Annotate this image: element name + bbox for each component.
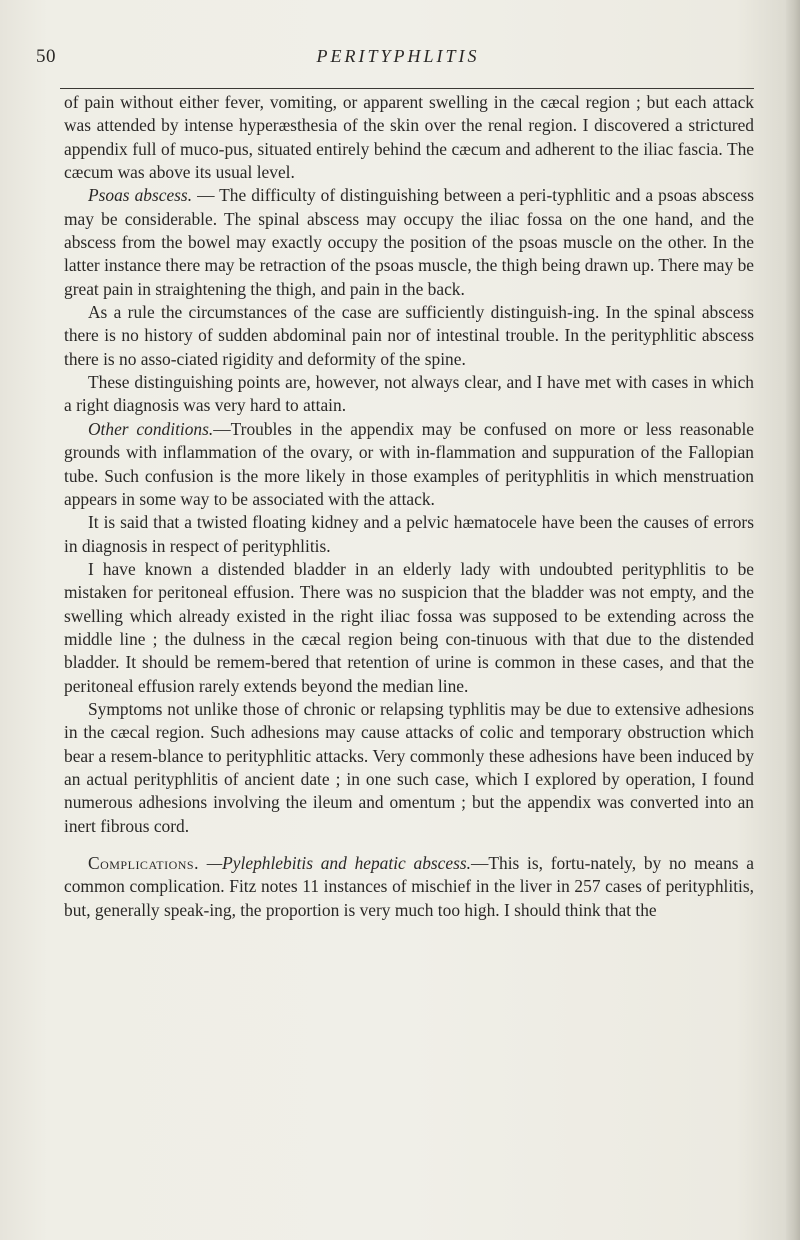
page-header — [36, 46, 760, 80]
paragraph-text: As a rule the circumstances of the case are sufficiently distinguish-ing. In the spinal abscess there is no history of sudden abdominal pain nor of intestinal trouble. In the perityphlitic abscess there is no asso-ciated rigidity and deformity of the spine. — [64, 302, 754, 369]
paragraph — [64, 511, 754, 558]
paragraph-text: —This is, fortu-nately, by no means a common complication. Fitz notes 11 instances of mischief in the liver in 257 cases of perityphlitis, but, generally speak-ing, the proportion is very much too high. I should think that the — [64, 853, 755, 920]
running-head: PERITYPHLITIS — [316, 46, 480, 66]
paragraph-continued — [64, 91, 754, 184]
paragraph-text: of pain without either fever, vomiting, or apparent swelling in the cæcal region ; but each attack was attended by intense hyperæsthesia of the skin over the renal region. I discovered a strictured appendix full of muco-pus, situated entirely behind the cæcum and adherent to the iliac fascia. The cæcum was above its usual level. — [64, 92, 754, 183]
section-heading-smallcaps: Complications. — [88, 853, 199, 873]
paragraph-text: Symptoms not unlike those of chronic or relapsing typhlitis may be due to extensive adhesions in the cæcal region. Such adhesions may cause attacks of colic and temporary obstruction which bear a resem-blance to perityphlitic attacks. Very commonly these adhesions have been induced by an actual perityphlitis of ancient date ; in one such case, which I explored by operation, I found numerous adhesions involving the ileum and omentum ; but the appendix was converted into an inert fibrous cord. — [64, 698, 754, 836]
paragraph-text: —Troubles in the appendix may be confused on more or less reasonable grounds with inflammation of the ovary, or with in-flammation and suppuration of the Fallopian tube. Such confusion is the more likely in those examples of perityphlitis in which menstruation appears in some way to be associated with the attack. — [64, 418, 754, 509]
paragraph — [64, 558, 754, 698]
body-text — [64, 91, 754, 922]
paragraph-text: I have known a distended bladder in an elderly lady with undoubted perityphlitis to be mistaken for peritoneal effusion. There was no suspicion that the bladder was not empty, and the swelling which already existed in the right iliac fossa was supposed to be extending across the middle line ; the dulness in the cæcal region being con-tinuous with that due to the distended bladder. It should be remem-bered that retention of urine is common in these cases, and that the peritoneal effusion rarely extends beyond the median line. — [64, 558, 754, 696]
paragraph-psoas-abscess — [64, 184, 754, 301]
paragraph-text: It is said that a twisted floating kidney and a pelvic hæmatocele have been the causes of errors in diagnosis in respect of perityphlitis. — [64, 512, 754, 556]
paragraph — [64, 371, 754, 418]
paragraph-other-conditions — [64, 418, 754, 511]
paragraph — [64, 301, 754, 371]
page-edge — [786, 0, 800, 1240]
section-subheading: —Pylephlebitis and hepatic abscess. — [198, 853, 471, 873]
paragraph-text: — The difficulty of distinguishing between a peri-typhlitic and a psoas abscess may be considerable. The spinal abscess may occupy the iliac fossa on the one hand, and the abscess from the bowel may exactly occupy the position of the psoas muscle on the other. In the latter instance there may be retraction of the psoas muscle, the thigh being drawn up. There may be great pain in straightening the thigh, and pain in the back. — [64, 185, 754, 299]
paragraph — [64, 698, 754, 838]
section-heading: Psoas abscess. — [88, 185, 193, 206]
page-number: 50 — [36, 46, 56, 67]
paragraph-complications — [64, 852, 754, 922]
header-rule — [60, 88, 754, 89]
section-heading: Other conditions. — [88, 418, 214, 439]
paragraph-text: These distinguishing points are, however, not always clear, and I have met with cases in which a right diagnosis was very hard to attain. — [64, 372, 754, 416]
